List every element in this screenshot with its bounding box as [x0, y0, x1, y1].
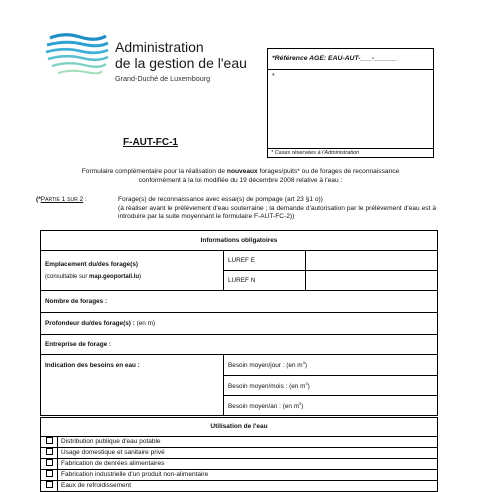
reference-title[interactable]: *Référence AGE: EAU-AUT-___-______: [268, 49, 433, 70]
form-code: F-AUT-FC-1: [123, 137, 178, 148]
intro-line1-rest: forages/puits* ou de forages de reconnaissance: [257, 168, 400, 175]
part-description: [118, 196, 436, 222]
usage-item: Usage domestique et sanitaire privé: [58, 448, 438, 459]
cube-3: 3: [299, 400, 302, 406]
location-sub-prefix: (consultable sur: [45, 274, 90, 280]
age-logo: [44, 30, 110, 82]
intro-text: [38, 168, 443, 185]
need-day[interactable]: [224, 355, 438, 376]
intro-line2: conformément à la loi modifiée du 19 décembre 2008 relative à l'eau :: [138, 176, 343, 184]
depth-row[interactable]: [41, 313, 438, 335]
org-subtitle: Grand-Duché de Luxembourg: [115, 74, 211, 83]
usage-table-header: Utilisation de l'eau: [41, 418, 438, 437]
close-3: ): [301, 403, 304, 411]
org-line-1: Administration: [115, 39, 204, 55]
part-suffix: :: [83, 196, 87, 203]
location-label: Emplacement du/des forage(s): [45, 261, 139, 268]
luref-e-input[interactable]: [306, 251, 438, 271]
org-line-2: de la gestion de l'eau: [115, 55, 247, 71]
info-table-header: Informations obligatoires: [41, 231, 438, 251]
usage-checkbox[interactable]: [41, 459, 58, 470]
luref-n-label: LUREF N: [224, 271, 306, 291]
usage-row: [41, 481, 438, 492]
depth-unit: (en m): [134, 320, 156, 327]
usage-item: Eaux de refroidissement: [58, 481, 438, 492]
usage-item: Fabrication industrielle d'un produit non-alimentaire: [58, 470, 438, 481]
usage-checkbox[interactable]: [41, 470, 58, 481]
luref-e-label: LUREF E: [224, 251, 306, 271]
reference-box: [267, 48, 434, 158]
reference-star: *: [272, 73, 275, 80]
location-cell: [41, 251, 224, 291]
luref-n-input[interactable]: [306, 271, 438, 291]
need-year-text: Besoin moyen/an : (en m: [228, 403, 300, 411]
info-table: [40, 230, 438, 416]
usage-row: [41, 470, 438, 481]
close-1: ): [304, 362, 307, 370]
need-year[interactable]: [224, 396, 438, 416]
company-label[interactable]: Entreprise de forage :: [41, 335, 438, 355]
count-label[interactable]: Nombre de forages :: [41, 291, 438, 313]
depth-label: Profondeur du/des forage(s) :: [45, 320, 135, 327]
usage-checkbox[interactable]: [41, 437, 58, 448]
intro-line1: Formulaire complémentaire pour la réalisation de: [81, 168, 227, 175]
intro-bold: nouveaux: [226, 168, 258, 175]
location-sub: [45, 274, 219, 280]
usage-checkbox[interactable]: [41, 448, 58, 459]
cube-1: 3: [302, 360, 305, 366]
part-label: [36, 196, 87, 203]
part-line1: Forage(s) de reconnaissance avec essai(s) de pompage (art 23 §1 o)): [118, 196, 323, 203]
need-month[interactable]: [224, 376, 438, 396]
cube-2: 3: [305, 380, 308, 386]
usage-row: [41, 459, 438, 470]
geoportail-link[interactable]: map.geoportail.lu: [89, 274, 140, 280]
part-link[interactable]: Partie 1 sur 2: [40, 196, 84, 203]
organization-name: [115, 39, 247, 71]
reference-note: * Cases réservées à l'Administration: [268, 148, 433, 157]
needs-spacer-2: [41, 396, 224, 416]
part-prefix: (*: [36, 196, 41, 203]
usage-row: [41, 437, 438, 448]
need-day-text: Besoin moyen/jour : (en m: [228, 362, 303, 370]
part-line2: (à réaliser avant le prélèvement d'eau souterraine ; la demande d'autorisation par le prélèvement d'eau est à introduire par la suite moyennant le formulaire F-AUT-FC-2)): [118, 204, 436, 221]
usage-item: Fabrication de denrées alimentaires: [58, 459, 438, 470]
usage-checkbox[interactable]: [41, 481, 58, 492]
needs-label: Indication des besoins en eau :: [41, 355, 224, 376]
need-month-text: Besoin moyen/mois : (en m: [228, 383, 306, 391]
location-sub-suffix: ): [139, 274, 142, 280]
usage-item: Distribution publique d'eau potable: [58, 437, 438, 448]
close-2: ): [307, 383, 310, 391]
usage-table: [40, 417, 438, 492]
usage-row: [41, 448, 438, 459]
needs-spacer-1: [41, 376, 224, 396]
